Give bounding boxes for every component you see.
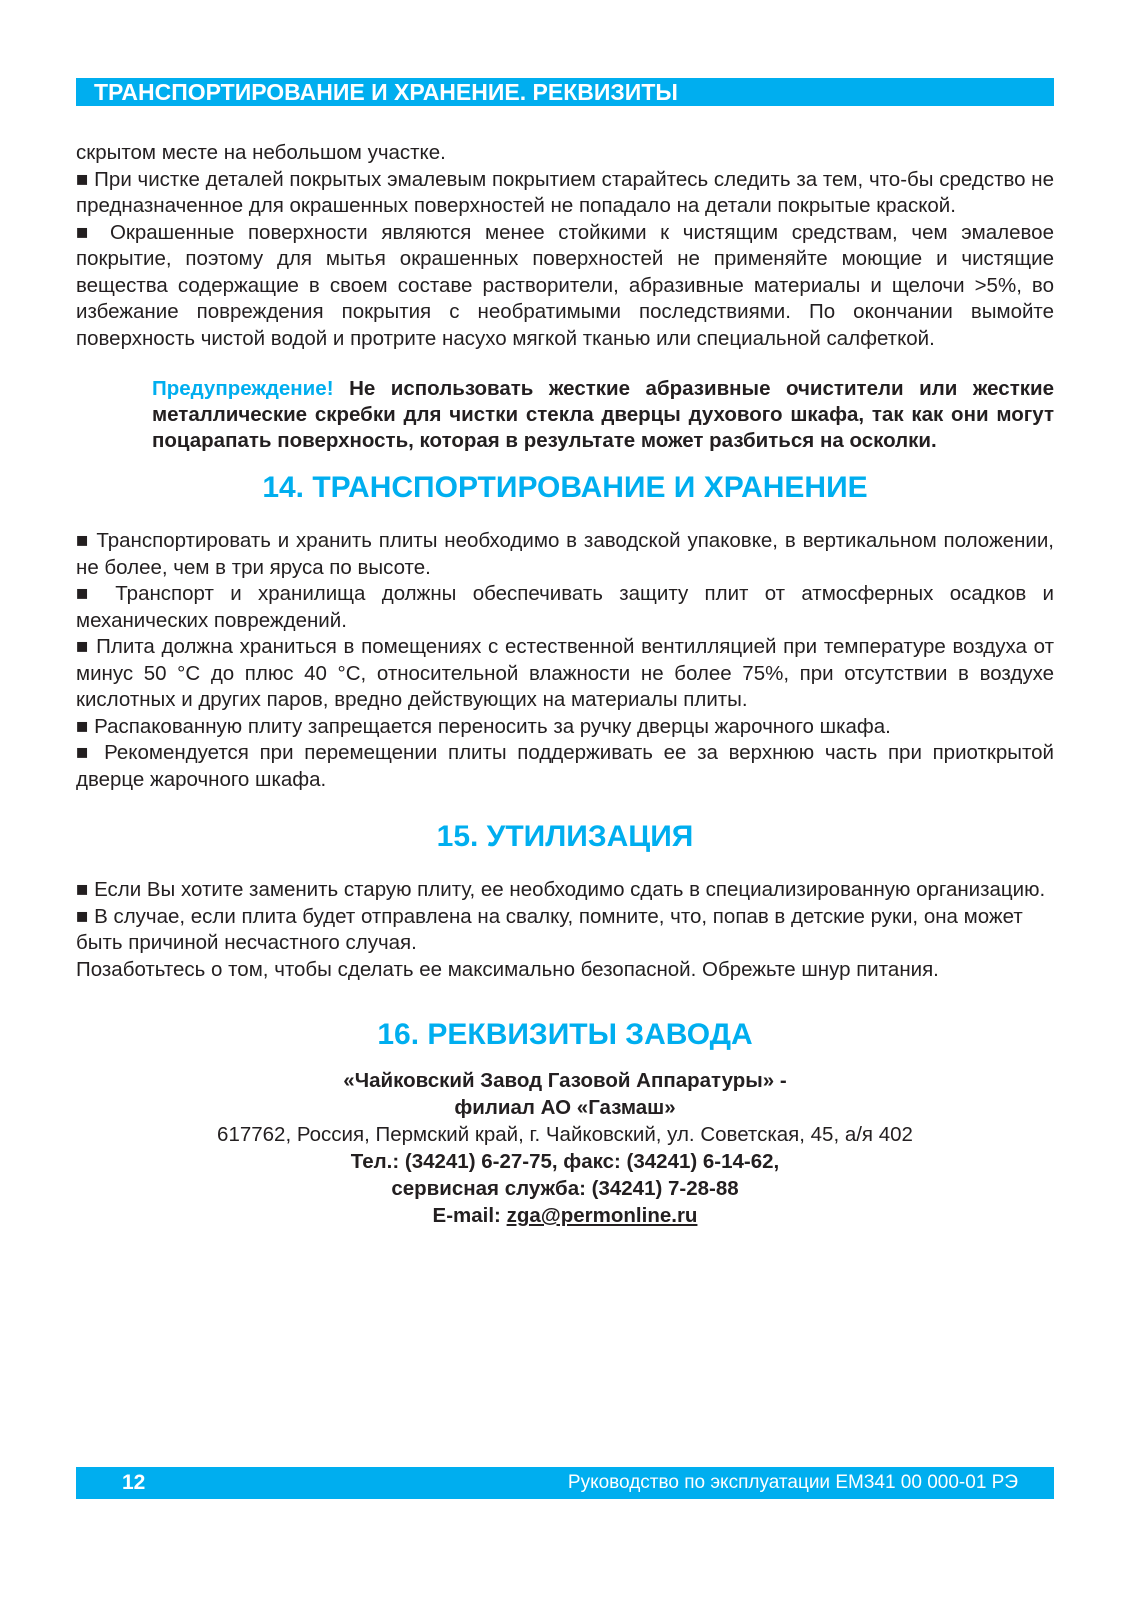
section-15-item: ■ В случае, если плита будет отправлена на свалку, помните, что, попав в детские руки, она может быть причиной несчастного случая.: [76, 904, 1023, 954]
header-title: ТРАНСПОРТИРОВАНИЕ И ХРАНЕНИЕ. РЕКВИЗИТЫ: [94, 79, 678, 105]
warning-label: Предупреждение!: [152, 377, 334, 400]
section-14-item: ■ Транспорт и хранилища должны обеспечивать защиту плит от атмосферных осадков и механических повреждений.: [76, 582, 1054, 632]
section-14-item: ■ Распакованную плиту запрещается переносить за ручку дверцы жарочного шкафа.: [76, 714, 891, 738]
company-name-line1: «Чайковский Завод Газовой Аппаратуры» -: [343, 1069, 787, 1092]
company-service-phone: сервисная служба: (34241) 7-28-88: [391, 1177, 739, 1200]
footer-bar: [76, 1467, 1054, 1499]
section-14-item: ■ Плита должна храниться в помещениях с естественной вентилляцией при температуре воздуха от минус 50 °С до плюс 40 °С, относительной влажности не более 75%, при отсутствии в воздухе кислотных и других паров, вредно действующих на материалы плиты.: [76, 635, 1054, 711]
section-14-item: ■ Рекомендуется при перемещении плиты поддерживать ее за верхнюю часть при приоткрытой дверце жарочного шкафа.: [76, 741, 1054, 791]
section-14-item: ■ Транспортировать и хранить плиты необходимо в заводской упаковке, в вертикальном положении, не более, чем в три яруса по высоте.: [76, 529, 1054, 579]
warning-block: [152, 376, 1054, 454]
section-15-title: 15. УТИЛИЗАЦИЯ: [436, 820, 694, 853]
section-15-item: ■ Если Вы хотите заменить старую плиту, ее необходимо сдать в специализированную организацию.: [76, 878, 1046, 901]
warning-text: Не использовать жесткие абразивные очистители или жесткие металлические скребки для чистки стекла дверцы духового шкафа, так как они могут поцарапать поверхность, которая в результате может разбиться на осколки.: [152, 377, 1054, 452]
page-number: 12: [122, 1471, 146, 1494]
section-15-item: Позаботьтесь о том, чтобы сделать ее максимально безопасной. Обрежьте шнур питания.: [76, 957, 939, 981]
header-bar: [76, 78, 1054, 106]
document-title: Руководство по эксплуатации ЕМ341 00 000-01 РЭ: [567, 1472, 1018, 1493]
company-email-line: [76, 1202, 1054, 1229]
intro-paragraph-2: ■ При чистке деталей покрытых эмалевым покрытием старайтесь следить за тем, что-бы средство не предназначенное для окрашенных поверхностей не попадало на детали покрытые краской.: [76, 167, 1054, 217]
company-phone: Тел.: (34241) 6-27-75, факс: (34241) 6-14-62,: [350, 1150, 780, 1173]
intro-paragraph-3: ■ Окрашенные поверхности являются менее стойкими к чистящим средствам, чем эмалевое покрытие, поэтому для мытья окрашенных поверхностей не применяйте моющие и чистящие вещества содержащие в своем составе растворители, абразивные материалы и щелочи >5%, во избежание повреждения покрытия с необратимыми последствиями. По окончании вымойте поверхность чистой водой и протрите насухо мягкой тканью или специальной салфеткой.: [76, 220, 1054, 350]
company-name-line2: филиал АО «Газмаш»: [454, 1096, 676, 1119]
intro-paragraph-1: скрытом месте на небольшом участке.: [76, 141, 446, 164]
company-address: 617762, Россия, Пермский край, г. Чайковский, ул. Советская, 45, а/я 402: [217, 1123, 913, 1146]
section-14-title: 14. ТРАНСПОРТИРОВАНИЕ И ХРАНЕНИЕ: [262, 471, 868, 504]
section-16-title: 16. РЕКВИЗИТЫ ЗАВОДА: [377, 1018, 753, 1051]
page-content: [76, 140, 1054, 1229]
email-link[interactable]: zga@permonline.ru: [506, 1204, 698, 1227]
email-label: E-mail:: [432, 1204, 501, 1227]
